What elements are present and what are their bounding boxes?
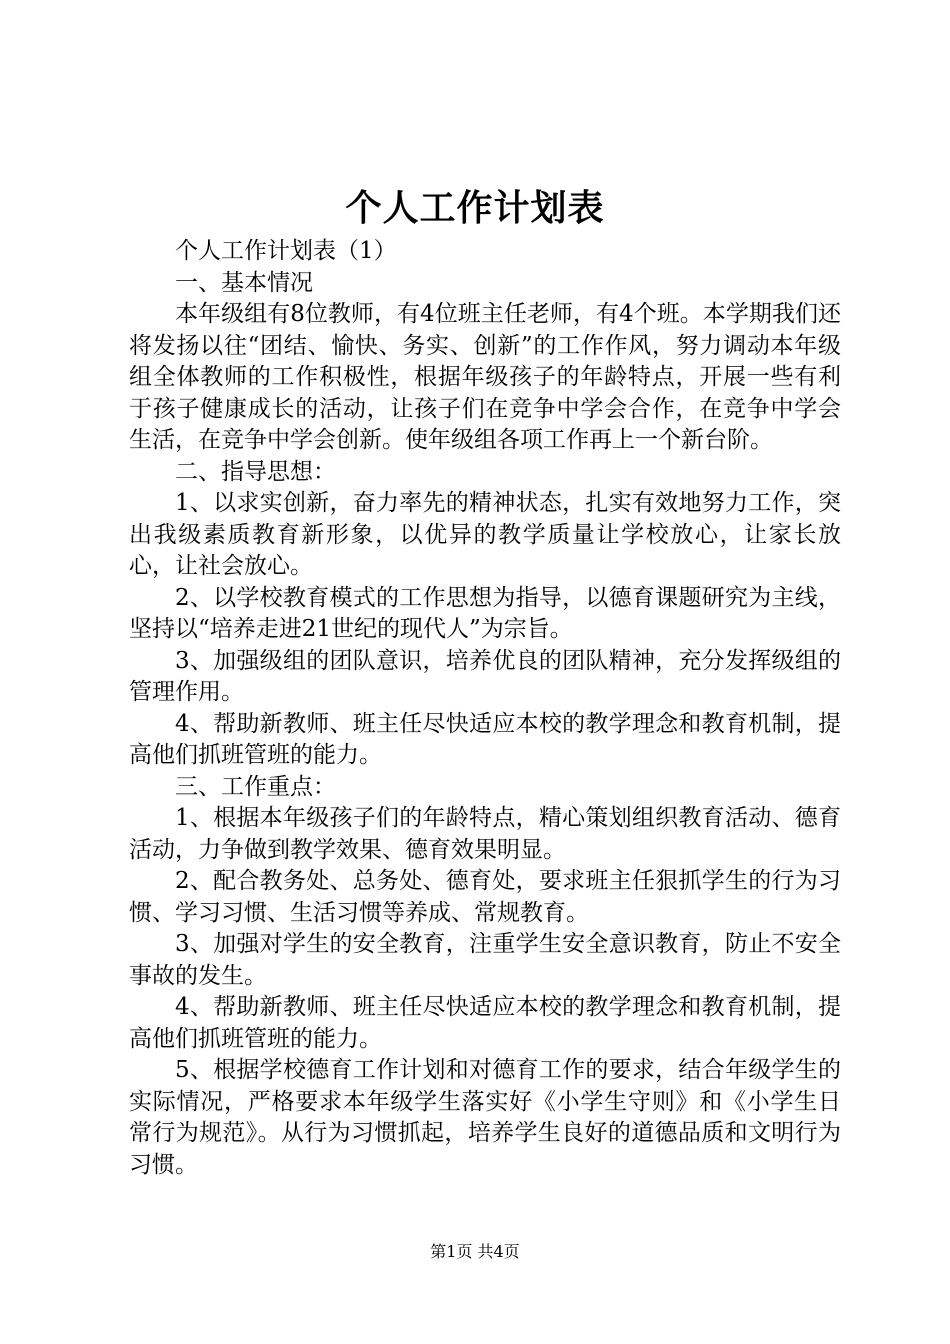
paragraph-guiding-4: 4、帮助新教师、班主任尽快适应本校的教学理念和教育机制，提高他们抓班管班的能力。 <box>129 710 841 768</box>
paragraph-focus-3: 3、加强对学生的安全教育，注重学生安全意识教育，防止不安全事故的发生。 <box>129 931 841 989</box>
section-heading-basic-situation: 一、基本情况 <box>175 269 313 296</box>
page-number-footer: 第1页 共4页 <box>430 1242 520 1261</box>
paragraph-focus-5: 5、根据学校德育工作计划和对德育工作的要求，结合年级学生的实际情况，严格要求本年级学生落实好《小学生守则》和《小学生日常行为规范》。从行为习惯抓起，培养学生良好的道德品质和文明行为习惯。 <box>129 1057 841 1178</box>
paragraph-guiding-1: 1、以求实创新，奋力率先的精神状态，扎实有效地努力工作，突出我级素质教育新形象，以优异的教学质量让学校放心，让家长放心，让社会放心。 <box>129 490 841 579</box>
section-heading-work-focus: 三、工作重点： <box>175 773 336 800</box>
paragraph-basic-situation: 本年级组有8位教师，有4位班主任老师，有4个班。本学期我们还将发扬以往“团结、愉快、务实、创新”的工作作风，努力调动本年级组全体教师的工作积极性，根据年级孩子的年龄特点，开展一些有利于孩子健康成长的活动，让孩子们在竞争中学会合作，在竞争中学会生活，在竞争中学会创新。使年级组各项工作再上一个新台阶。 <box>129 301 841 453</box>
paragraph-subtitle: 个人工作计划表（1） <box>175 238 397 264</box>
section-heading-guiding-ideology: 二、指导思想： <box>175 458 336 485</box>
paragraph-guiding-2: 2、以学校教育模式的工作思想为指导，以德育课题研究为主线，坚持以“培养走进21世纪的现代人”为宗旨。 <box>129 584 841 642</box>
paragraph-focus-4: 4、帮助新教师、班主任尽快适应本校的教学理念和教育机制，提高他们抓班管班的能力。 <box>129 994 841 1052</box>
document-body <box>129 236 841 1181</box>
paragraph-guiding-3: 3、加强级组的团队意识，培养优良的团队精神，充分发挥级组的管理作用。 <box>129 647 841 705</box>
document-title: 个人工作计划表 <box>345 187 605 229</box>
paragraph-focus-2: 2、配合教务处、总务处、德育处，要求班主任狠抓学生的行为习惯、学习习惯、生活习惯等养成、常规教育。 <box>129 868 841 926</box>
paragraph-focus-1: 1、根据本年级孩子们的年龄特点，精心策划组织教育活动、德育活动，力争做到教学效果、德育效果明显。 <box>129 805 841 863</box>
